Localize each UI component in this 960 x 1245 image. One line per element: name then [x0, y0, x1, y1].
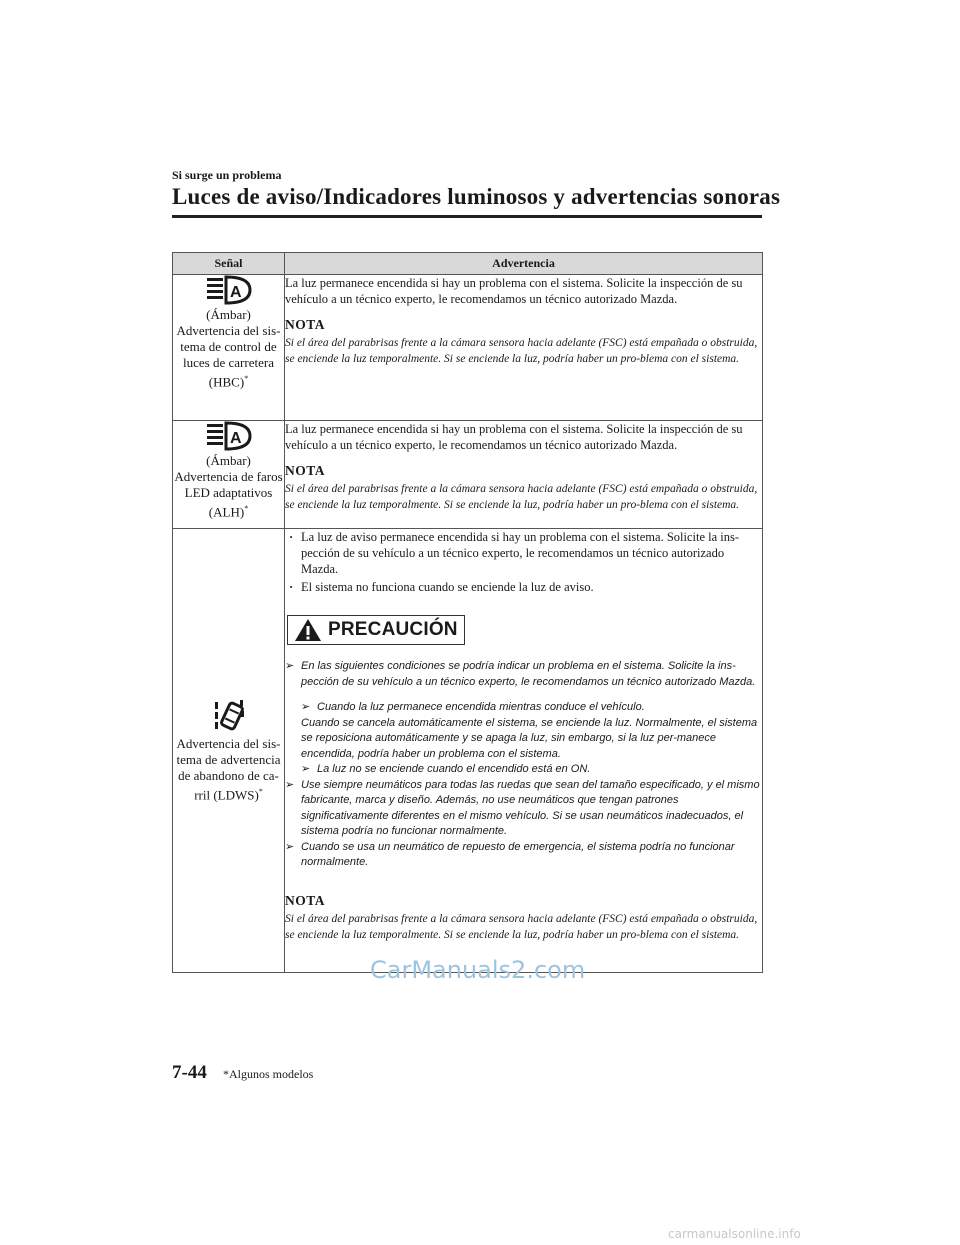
alh-warning-icon	[206, 421, 252, 451]
column-header-signal: Señal	[173, 253, 285, 275]
table-row	[173, 275, 763, 421]
bullet-list	[285, 529, 762, 595]
caution-item: ➢ Cuando se usa un neumático de repuesto de emergencia, el sistema podría no funcionar normalmente.	[285, 840, 762, 871]
caution-item: Cuando se cancela automáticamente el sistema, se enciende la luz. Normalmente, el sistema se reposiciona automáticamente y se apaga la luz, sin embargo, si la luz per-manece encendida, podría haber un problema con el sistema.	[301, 716, 758, 760]
warning-lights-table	[172, 252, 763, 973]
warning-text: La luz permanece encendida si hay un problema con el sistema. Solicite la inspección de su vehículo a un técnico experto, le recomendamos un técnico autorizado Mazda.	[285, 276, 743, 306]
signal-cell	[173, 421, 285, 529]
table-row	[173, 421, 763, 529]
signal-cell	[173, 529, 285, 973]
note-text: Si el área del parabrisas frente a la cámara sensora hacia adelante (FSC) está empañada o obstruida, se enciende la luz temporalmente. Si se enciende la luz, podría haber un pro-blema con el sistema.	[285, 483, 758, 511]
column-header-warning: Advertencia	[285, 253, 763, 275]
signal-name: Advertencia del sis-tema de advertencia de abandono de ca-rril (LDWS)*	[176, 735, 281, 803]
caution-item: ➢ Cuando la luz permanece encendida mientras conduce el vehículo.	[301, 700, 762, 716]
warning-triangle-icon	[294, 618, 322, 642]
caution-content	[285, 659, 762, 871]
table-row	[173, 529, 763, 973]
signal-color-label: (Ámbar)	[206, 307, 251, 322]
note-heading: NOTA	[285, 463, 326, 478]
caution-item: ➢ La luz no se enciende cuando el encendido está en ON.	[301, 762, 762, 778]
warning-cell	[285, 421, 763, 529]
watermark-bottom: carmanualsonline.info	[668, 1227, 801, 1241]
title-rule	[172, 215, 762, 218]
page-number: 7-44	[172, 1062, 207, 1083]
svg-text:A: A	[229, 284, 242, 301]
warning-cell	[285, 529, 763, 973]
warning-cell	[285, 275, 763, 421]
note-heading: NOTA	[285, 317, 326, 332]
caution-item: ➢ En las siguientes condiciones se podría indicar un problema en el sistema. Solicite la ins-pección de su vehículo a un técnico experto, le recomendamos un técnico autorizado Mazda.	[285, 659, 762, 690]
note-heading: NOTA	[285, 892, 326, 908]
footnote: *Algunos modelos	[223, 1067, 314, 1081]
list-item: · El sistema no funciona cuando se enciende la luz de aviso.	[285, 579, 762, 595]
signal-name: Advertencia de faros LED adaptativos (ALH)*	[174, 469, 283, 520]
note-text: Si el área del parabrisas frente a la cámara sensora hacia adelante (FSC) está empañada o obstruida, se enciende la luz temporalmente. Si se enciende la luz, podría haber un pro-blema con el sistema.	[285, 337, 758, 365]
watermark: CarManuals2.com	[370, 956, 586, 984]
signal-name: Advertencia del sis-tema de control de luces de carretera (HBC)*	[176, 323, 281, 390]
section-label: Si surge un problema	[172, 168, 282, 182]
signal-cell	[173, 275, 285, 421]
note-text: Si el área del parabrisas frente a la cámara sensora hacia adelante (FSC) está empañada o obstruida, se enciende la luz temporalmente. Si se enciende la luz, podría haber un pro-blema con el sistema.	[285, 912, 758, 941]
signal-color-label: (Ámbar)	[206, 453, 251, 468]
caution-item: ➢ Use siempre neumáticos para todas las ruedas que sean del tamaño especificado, y el mismo fabricante, marca y diseño. Además, no use neumáticos que tengan patrones significativamente diferentes en el mismo vehículo. Si se usan neumáticos inadecuados, el sistema podría no funcionar normalmente.	[285, 778, 762, 840]
svg-text:A: A	[229, 430, 242, 447]
page-title: Luces de aviso/Indicadores luminosos y advertencias sonoras	[172, 184, 781, 209]
ldws-warning-icon	[212, 698, 246, 732]
list-item: · La luz de aviso permanece encendida si hay un problema con el sistema. Solicite la ins-pección de su vehículo a un técnico experto, le recomendamos un técnico autorizado Mazda.	[285, 529, 762, 577]
warning-text: La luz permanece encendida si hay un problema con el sistema. Solicite la inspección de su vehículo a un técnico experto, le recomendamos un técnico autorizado Mazda.	[285, 422, 743, 452]
caution-box	[287, 615, 465, 645]
hbc-warning-icon	[206, 275, 252, 305]
caution-label: PRECAUCIÓN	[328, 619, 458, 640]
table-header-row	[173, 253, 763, 275]
